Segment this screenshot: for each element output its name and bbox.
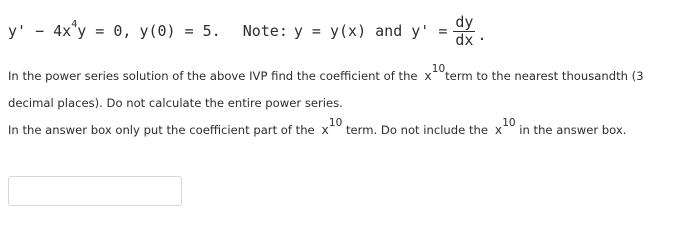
x-exponent: 10 — [431, 63, 446, 75]
answer-input[interactable] — [8, 176, 182, 206]
x-exponent: 10 — [328, 117, 343, 129]
x-variable: x — [494, 122, 503, 137]
ode-exponent: 4 — [71, 18, 78, 30]
instruction-text: term to the nearest thousandth (3 — [445, 69, 644, 83]
note-text: y = y(x) and y' = — [293, 22, 448, 40]
instruction-text: term. Do not include the — [345, 123, 488, 137]
note-label: Note: — [242, 22, 288, 40]
instruction-line-2 — [8, 96, 343, 110]
instruction-line-1 — [8, 63, 644, 83]
instruction-text: decimal places). Do not calculate the entire power series. — [8, 96, 343, 110]
equation-period: . — [477, 26, 487, 44]
ode-prefix: y' − 4x — [8, 22, 72, 40]
instruction-line-3 — [8, 117, 627, 137]
instruction-text: in the answer box. — [519, 123, 627, 137]
instruction-text: In the answer box only put the coefficient part of the — [8, 123, 315, 137]
x-variable: x — [321, 122, 329, 137]
fraction-denominator: dx — [455, 30, 474, 49]
fraction-numerator: dy — [455, 12, 474, 31]
derivative-fraction — [453, 14, 475, 49]
x-exponent: 10 — [502, 117, 516, 129]
initial-condition: y(0) = 5. — [139, 22, 221, 40]
instruction-text: In the power series solution of the above IVP find the coefficient of the — [8, 69, 418, 83]
ivp-equation — [8, 6, 487, 56]
ode-suffix: y = 0, — [77, 22, 132, 40]
x-variable: x — [424, 68, 432, 83]
